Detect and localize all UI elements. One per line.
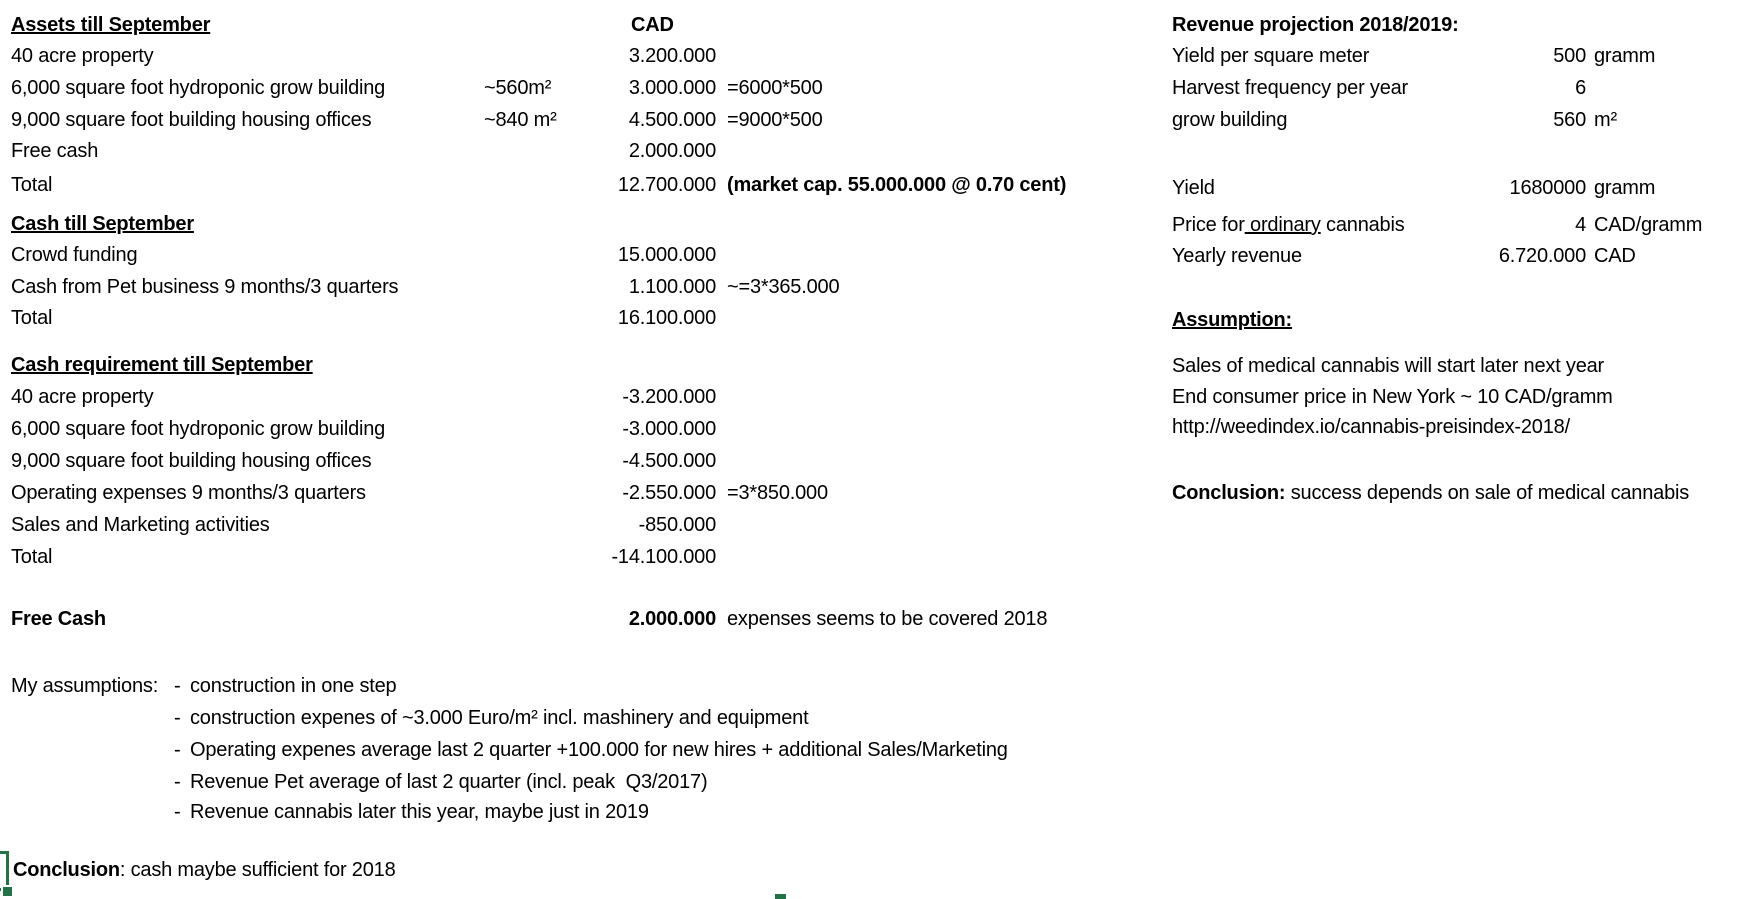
cell-asset-label[interactable]: Free cash	[11, 140, 99, 162]
assumption-item[interactable]: construction expenes of ~3.000 Euro/m² incl. mashinery and equipment	[190, 707, 809, 729]
assumption-line-url[interactable]: http://weedindex.io/cannabis-preisindex-2018/	[1172, 416, 1570, 438]
price-label-underlined: ordinary	[1244, 214, 1321, 236]
assets-header[interactable]: Assets till September	[11, 14, 211, 36]
right-conclusion-text: success depends on sale of medical cannabis	[1285, 482, 1690, 504]
cell-price-unit[interactable]: CAD/gramm	[1594, 214, 1703, 236]
cell-asset-value[interactable]: 3.200.000	[628, 45, 716, 67]
assumption-item[interactable]: construction in one step	[190, 675, 397, 697]
cell-asset-formula[interactable]: =6000*500	[727, 77, 823, 99]
cell-requirement-total-label[interactable]: Total	[11, 546, 53, 568]
cell-asset-label[interactable]: 40 acre property	[11, 45, 154, 67]
cell-projection-unit[interactable]: m²	[1594, 109, 1617, 131]
free-cash-value[interactable]: 2.000.000	[628, 608, 716, 630]
cell-requirement-value[interactable]: -3.000.000	[622, 418, 716, 440]
cell-asset-value[interactable]: 2.000.000	[628, 140, 716, 162]
assumption-line[interactable]: Sales of medical cannabis will start later next year	[1172, 355, 1605, 377]
cell-requirement-label[interactable]: 40 acre property	[11, 386, 154, 408]
cell-yearly-revenue-label[interactable]: Yearly revenue	[1172, 245, 1302, 267]
right-conclusion[interactable]	[1172, 479, 1689, 507]
cad-column-header[interactable]: CAD	[631, 14, 674, 36]
cell-cash-label[interactable]: Crowd funding	[11, 244, 138, 266]
cell-requirement-value[interactable]: -4.500.000	[622, 450, 716, 472]
bullet-dash: -	[174, 675, 181, 697]
cell-price-label[interactable]	[1172, 211, 1405, 239]
assumption-line[interactable]: End consumer price in New York ~ 10 CAD/gramm	[1172, 386, 1613, 408]
cell-cash-value[interactable]: 15.000.000	[617, 244, 716, 266]
cash-requirement-header[interactable]: Cash requirement till September	[11, 354, 313, 376]
bullet-dash: -	[174, 739, 181, 761]
cell-asset-formula[interactable]: =9000*500	[727, 109, 823, 131]
bullet-dash: -	[174, 771, 181, 793]
cell-asset-value[interactable]: 4.500.000	[628, 109, 716, 131]
bullet-dash: -	[174, 801, 181, 823]
cell-projection-value[interactable]: 500	[1553, 45, 1586, 67]
bullet-dash: -	[174, 707, 181, 729]
cell-asset-note[interactable]: ~560m²	[484, 77, 552, 99]
price-label-suffix: cannabis	[1320, 214, 1405, 236]
left-conclusion-text: : cash maybe sufficient for 2018	[119, 859, 396, 881]
left-conclusion[interactable]	[13, 856, 396, 884]
cell-projection-label[interactable]: Yield per square meter	[1172, 45, 1370, 67]
cell-requirement-label[interactable]: 6,000 square foot hydroponic grow building	[11, 418, 386, 440]
cell-assets-total-value[interactable]: 12.700.000	[617, 174, 716, 196]
revenue-projection-header[interactable]: Revenue projection 2018/2019:	[1172, 14, 1459, 36]
cell-requirement-label[interactable]: Operating expenses 9 months/3 quarters	[11, 482, 366, 504]
assumption-header[interactable]: Assumption:	[1172, 309, 1293, 331]
cell-projection-unit[interactable]: gramm	[1594, 45, 1656, 67]
assumption-item[interactable]: Operating expenes average last 2 quarter +100.000 for new hires + additional Sales/Marketing	[190, 739, 1008, 761]
cell-requirement-value[interactable]: -2.550.000	[622, 482, 716, 504]
cell-projection-value[interactable]: 6	[1575, 77, 1586, 99]
cell-requirement-value[interactable]: -3.200.000	[622, 386, 716, 408]
free-cash-label[interactable]: Free Cash	[11, 608, 106, 630]
selection-artifact	[775, 894, 786, 899]
cell-yearly-revenue-value[interactable]: 6.720.000	[1498, 245, 1586, 267]
cell-cash-label[interactable]: Cash from Pet business 9 months/3 quarters	[11, 276, 399, 298]
cell-projection-label[interactable]: Harvest frequency per year	[1172, 77, 1409, 99]
assumption-item[interactable]: Revenue Pet average of last 2 quarter (incl. peak Q3/2017)	[190, 771, 708, 793]
cell-price-value[interactable]: 4	[1575, 214, 1586, 236]
cell-requirement-label[interactable]: Sales and Marketing activities	[11, 514, 270, 536]
cell-projection-label[interactable]: grow building	[1172, 109, 1288, 131]
cell-assets-total-label[interactable]: Total	[11, 174, 53, 196]
cash-header[interactable]: Cash till September	[11, 213, 194, 235]
cell-asset-note[interactable]: ~840 m²	[484, 109, 557, 131]
cell-asset-label[interactable]: 6,000 square foot hydroponic grow building	[11, 77, 386, 99]
cell-cash-total-label[interactable]: Total	[11, 307, 53, 329]
cell-requirement-formula[interactable]: =3*850.000	[727, 482, 828, 504]
cell-yearly-revenue-unit[interactable]: CAD	[1594, 245, 1636, 267]
cell-cash-formula[interactable]: ~=3*365.000	[727, 276, 840, 298]
free-cash-note[interactable]: expenses seems to be covered 2018	[727, 608, 1048, 630]
price-label-prefix: Price for	[1172, 214, 1245, 236]
cell-market-cap-note[interactable]: (market cap. 55.000.000 @ 0.70 cent)	[727, 174, 1067, 196]
cell-projection-value[interactable]: 560	[1553, 109, 1586, 131]
selection-border-right	[6, 851, 9, 891]
cell-asset-value[interactable]: 3.000.000	[628, 77, 716, 99]
assumptions-label[interactable]: My assumptions:	[11, 675, 159, 697]
assumption-item[interactable]: Revenue cannabis later this year, maybe just in 2019	[190, 801, 649, 823]
cell-yield-label[interactable]: Yield	[1172, 177, 1215, 199]
cell-yield-value[interactable]: 1680000	[1509, 177, 1586, 199]
right-conclusion-label: Conclusion:	[1172, 482, 1286, 504]
cell-cash-total-value[interactable]: 16.100.000	[617, 307, 716, 329]
cell-asset-label[interactable]: 9,000 square foot building housing offices	[11, 109, 372, 131]
left-conclusion-label: Conclusion	[13, 859, 120, 881]
cell-requirement-value[interactable]: -850.000	[638, 514, 716, 536]
cell-cash-value[interactable]: 1.100.000	[628, 276, 716, 298]
selection-fill-handle[interactable]	[3, 887, 12, 896]
cell-requirement-label[interactable]: 9,000 square foot building housing offices	[11, 450, 372, 472]
cell-requirement-total-value[interactable]: -14.100.000	[611, 546, 716, 568]
cell-yield-unit[interactable]: gramm	[1594, 177, 1656, 199]
